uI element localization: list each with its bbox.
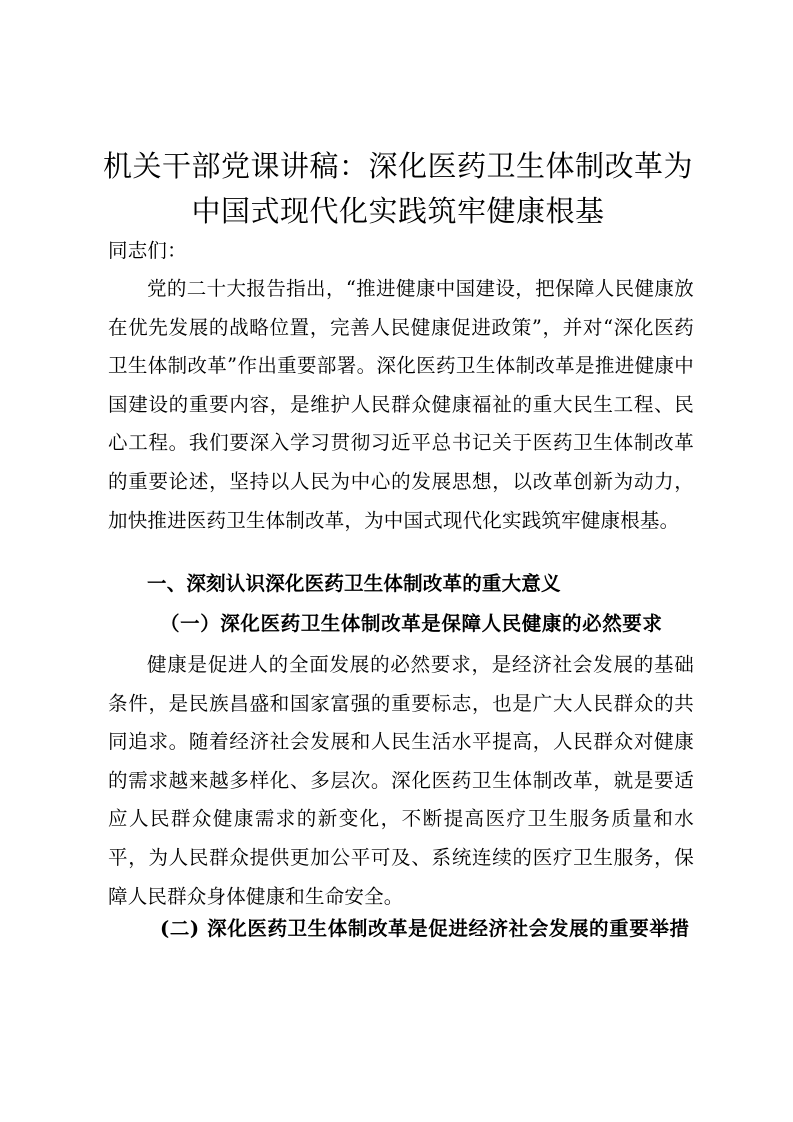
intro-paragraph: 党的二十大报告指出，“推进健康中国建设，把保障人民健康放在优先发展的战略位置，完善人民健康促进政策”，并对“深化医药卫生体制改革”作出重要部署。深化医药卫生体制改革是推进健康中国建设的重要内容，是维护人民群众健康福祉的重大民生工程、民心工程。我们要深入学习贯彻习近平总书记关于医药卫生体制改革的重要论述，坚持以人民为中心的发展思想，以改革创新为动力，加快推进医药卫生体制改革，为中国式现代化实践筑牢健康根基。 — [108, 277, 694, 532]
subsection-heading-2: (二) 深化医药卫生体制改革是促进经济社会发展的重要举措 — [160, 917, 690, 940]
section-heading-1: 一、深刻认识深化医药卫生体制改革的重大意义 — [147, 572, 561, 595]
document-title: 机关干部党课讲稿：深化医药卫生体制改革为中国式现代化实践筑牢健康根基 — [102, 149, 693, 228]
body-paragraph-2: 健康是促进人的全面发展的必然要求，是经济社会发展的基础条件，是民族昌盛和国家富强的重要标志，也是广大人民群众的共同追求。随着经济社会发展和人民生活水平提高，人民群众对健康的需求越来越多样化、多层次。深化医药卫生体制改革，就是要适应人民群众健康需求的新变化，不断提高医疗卫生服务质量和水平，为人民群众提供更加公平可及、系统连续的医疗卫生服务，保障人民群众身体健康和生命安全。 — [108, 653, 694, 908]
salutation: 同志们： — [108, 239, 187, 262]
subsection-heading-1: （一）深化医药卫生体制改革是保障人民健康的必然要求 — [160, 612, 663, 635]
